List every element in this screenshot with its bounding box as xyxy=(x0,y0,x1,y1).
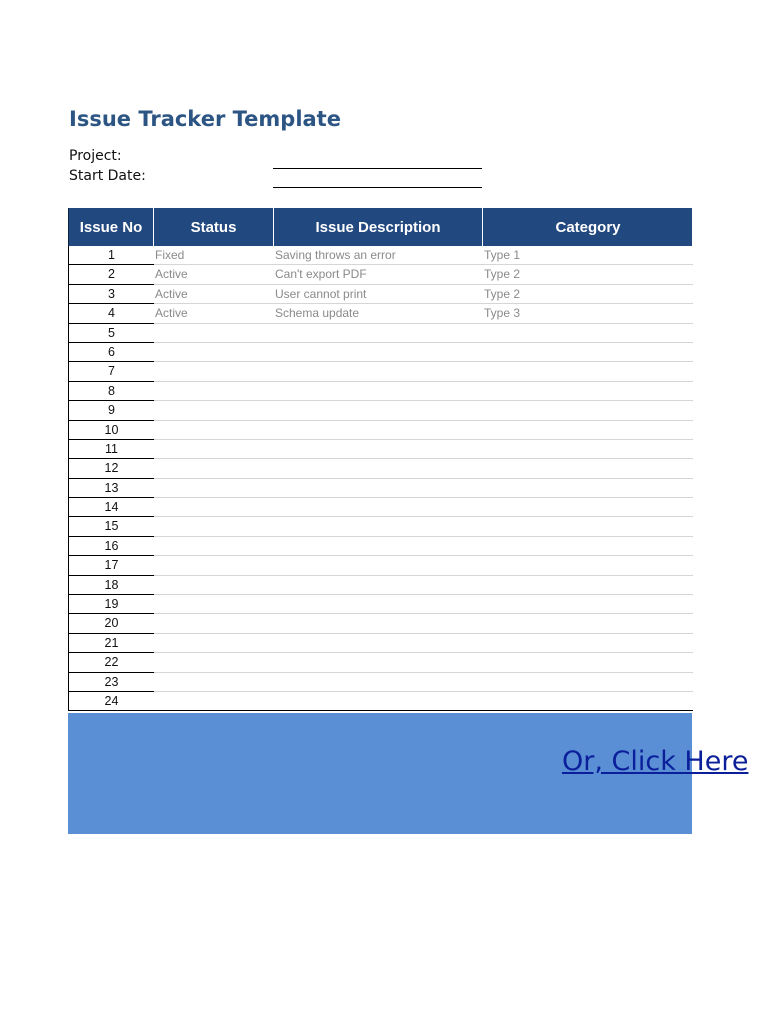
click-here-link[interactable]: Or, Click Here xyxy=(562,746,749,777)
cell-issue-no[interactable]: 7 xyxy=(69,362,154,381)
table-row xyxy=(69,440,692,459)
cell-issue-description[interactable] xyxy=(274,634,483,653)
cell-issue-description[interactable] xyxy=(274,498,483,517)
cell-issue-no[interactable]: 22 xyxy=(69,653,154,672)
table-header-row xyxy=(68,208,692,246)
table-row xyxy=(69,634,692,653)
cell-issue-no[interactable]: 23 xyxy=(69,673,154,692)
table-row xyxy=(69,246,692,265)
cell-category[interactable] xyxy=(483,440,693,459)
cell-issue-no[interactable]: 8 xyxy=(69,382,154,401)
table-row xyxy=(69,459,692,478)
cell-category[interactable] xyxy=(483,517,693,536)
cell-issue-description[interactable] xyxy=(274,692,483,711)
cell-issue-no[interactable]: 9 xyxy=(69,401,154,420)
cell-category[interactable] xyxy=(483,537,693,556)
cell-status[interactable] xyxy=(154,479,274,498)
cell-status[interactable] xyxy=(154,653,274,672)
cell-category[interactable]: Type 3 xyxy=(483,304,693,323)
cell-status[interactable]: Active xyxy=(154,304,274,323)
cell-status[interactable]: Active xyxy=(154,285,274,304)
table-row xyxy=(69,576,692,595)
cell-category[interactable] xyxy=(483,653,693,672)
cell-issue-no[interactable]: 14 xyxy=(69,498,154,517)
cell-issue-no[interactable]: 11 xyxy=(69,440,154,459)
cell-status[interactable] xyxy=(154,576,274,595)
cell-issue-description[interactable]: Saving throws an error xyxy=(274,246,483,265)
cell-issue-description[interactable] xyxy=(274,673,483,692)
project-field-line[interactable] xyxy=(273,168,482,169)
cell-issue-no[interactable]: 13 xyxy=(69,479,154,498)
cell-category[interactable]: Type 1 xyxy=(483,246,693,265)
header-issue-no: Issue No xyxy=(69,208,154,246)
table-row xyxy=(69,517,692,536)
cell-category[interactable] xyxy=(483,595,693,614)
cell-category[interactable] xyxy=(483,634,693,653)
table-row xyxy=(69,362,692,381)
table-row xyxy=(69,556,692,575)
cell-issue-no[interactable]: 5 xyxy=(69,324,154,343)
cell-category[interactable] xyxy=(483,576,693,595)
cell-category[interactable] xyxy=(483,479,693,498)
cell-status[interactable] xyxy=(154,614,274,633)
cell-issue-no[interactable]: 12 xyxy=(69,459,154,478)
cell-issue-description[interactable]: Schema update xyxy=(274,304,483,323)
cell-category[interactable] xyxy=(483,382,693,401)
cell-status[interactable]: Fixed xyxy=(154,246,274,265)
cell-issue-description[interactable] xyxy=(274,653,483,672)
cell-issue-no[interactable]: 20 xyxy=(69,614,154,633)
table-row xyxy=(69,653,692,672)
cell-status[interactable] xyxy=(154,459,274,478)
cell-issue-description[interactable]: Can't export PDF xyxy=(274,265,483,284)
table-row xyxy=(69,324,692,343)
table-row xyxy=(69,304,692,323)
cell-issue-no[interactable]: 17 xyxy=(69,556,154,575)
cell-category[interactable] xyxy=(483,324,693,343)
cell-issue-no[interactable]: 10 xyxy=(69,421,154,440)
cell-issue-no[interactable]: 16 xyxy=(69,537,154,556)
cell-category[interactable] xyxy=(483,498,693,517)
cell-status[interactable] xyxy=(154,634,274,653)
cell-issue-description[interactable] xyxy=(274,576,483,595)
cell-issue-description[interactable] xyxy=(274,556,483,575)
cell-status[interactable] xyxy=(154,595,274,614)
table-row xyxy=(69,343,692,362)
table-row xyxy=(69,382,692,401)
table-row xyxy=(69,595,692,614)
cell-issue-no[interactable]: 4 xyxy=(69,304,154,323)
cell-issue-description[interactable] xyxy=(274,459,483,478)
cell-issue-no[interactable]: 15 xyxy=(69,517,154,536)
table-row xyxy=(69,692,692,711)
cell-issue-no[interactable]: 21 xyxy=(69,634,154,653)
table-row xyxy=(69,479,692,498)
cell-status[interactable] xyxy=(154,362,274,381)
cell-issue-description[interactable] xyxy=(274,343,483,362)
start-date-field-line[interactable] xyxy=(273,187,482,188)
cell-status[interactable] xyxy=(154,498,274,517)
cell-category[interactable] xyxy=(483,556,693,575)
cell-issue-no[interactable]: 2 xyxy=(69,265,154,284)
cell-issue-description[interactable] xyxy=(274,537,483,556)
cell-category[interactable] xyxy=(483,362,693,381)
cell-issue-description[interactable] xyxy=(274,362,483,381)
table-row xyxy=(69,421,692,440)
cell-issue-no[interactable]: 24 xyxy=(69,692,154,711)
cell-category[interactable]: Type 2 xyxy=(483,285,693,304)
cell-status[interactable] xyxy=(154,440,274,459)
cell-issue-no[interactable]: 3 xyxy=(69,285,154,304)
cell-status[interactable] xyxy=(154,401,274,420)
project-label: Project: xyxy=(69,148,122,164)
table-body xyxy=(68,246,692,711)
cell-issue-no[interactable]: 18 xyxy=(69,576,154,595)
page-title: Issue Tracker Template xyxy=(69,107,341,131)
cell-status[interactable] xyxy=(154,382,274,401)
cell-issue-description[interactable] xyxy=(274,421,483,440)
table-row xyxy=(69,285,692,304)
cell-issue-no[interactable]: 19 xyxy=(69,595,154,614)
cell-status[interactable] xyxy=(154,673,274,692)
header-status: Status xyxy=(154,208,274,246)
table-row xyxy=(69,265,692,284)
cell-status[interactable] xyxy=(154,537,274,556)
cell-category[interactable] xyxy=(483,614,693,633)
cell-issue-description[interactable] xyxy=(274,401,483,420)
cell-status[interactable] xyxy=(154,692,274,711)
cell-issue-description[interactable] xyxy=(274,614,483,633)
cell-category[interactable] xyxy=(483,421,693,440)
cell-issue-description[interactable] xyxy=(274,324,483,343)
table-row xyxy=(69,614,692,633)
table-row xyxy=(69,498,692,517)
cell-issue-description[interactable] xyxy=(274,382,483,401)
table-row xyxy=(69,401,692,420)
table-row xyxy=(69,673,692,692)
cell-category[interactable] xyxy=(483,459,693,478)
cell-issue-no[interactable]: 6 xyxy=(69,343,154,362)
cell-status[interactable] xyxy=(154,517,274,536)
promo-banner xyxy=(68,713,749,834)
cell-status[interactable]: Active xyxy=(154,265,274,284)
cell-issue-description[interactable]: User cannot print xyxy=(274,285,483,304)
cell-category[interactable]: Type 2 xyxy=(483,265,693,284)
cell-status[interactable] xyxy=(154,421,274,440)
cell-category[interactable] xyxy=(483,401,693,420)
cell-status[interactable] xyxy=(154,343,274,362)
cell-category[interactable] xyxy=(483,343,693,362)
header-issue-description: Issue Description xyxy=(274,208,483,246)
header-category: Category xyxy=(555,218,621,236)
cell-issue-description[interactable] xyxy=(274,595,483,614)
cell-issue-no[interactable]: 1 xyxy=(69,246,154,265)
cell-status[interactable] xyxy=(154,556,274,575)
table-row xyxy=(69,537,692,556)
issue-table xyxy=(68,208,692,711)
cell-status[interactable] xyxy=(154,324,274,343)
cell-issue-description[interactable] xyxy=(274,440,483,459)
cell-issue-description[interactable] xyxy=(274,517,483,536)
cell-category[interactable] xyxy=(483,673,693,692)
start-date-label: Start Date: xyxy=(69,168,146,184)
cell-category[interactable] xyxy=(483,692,693,711)
cell-issue-description[interactable] xyxy=(274,479,483,498)
